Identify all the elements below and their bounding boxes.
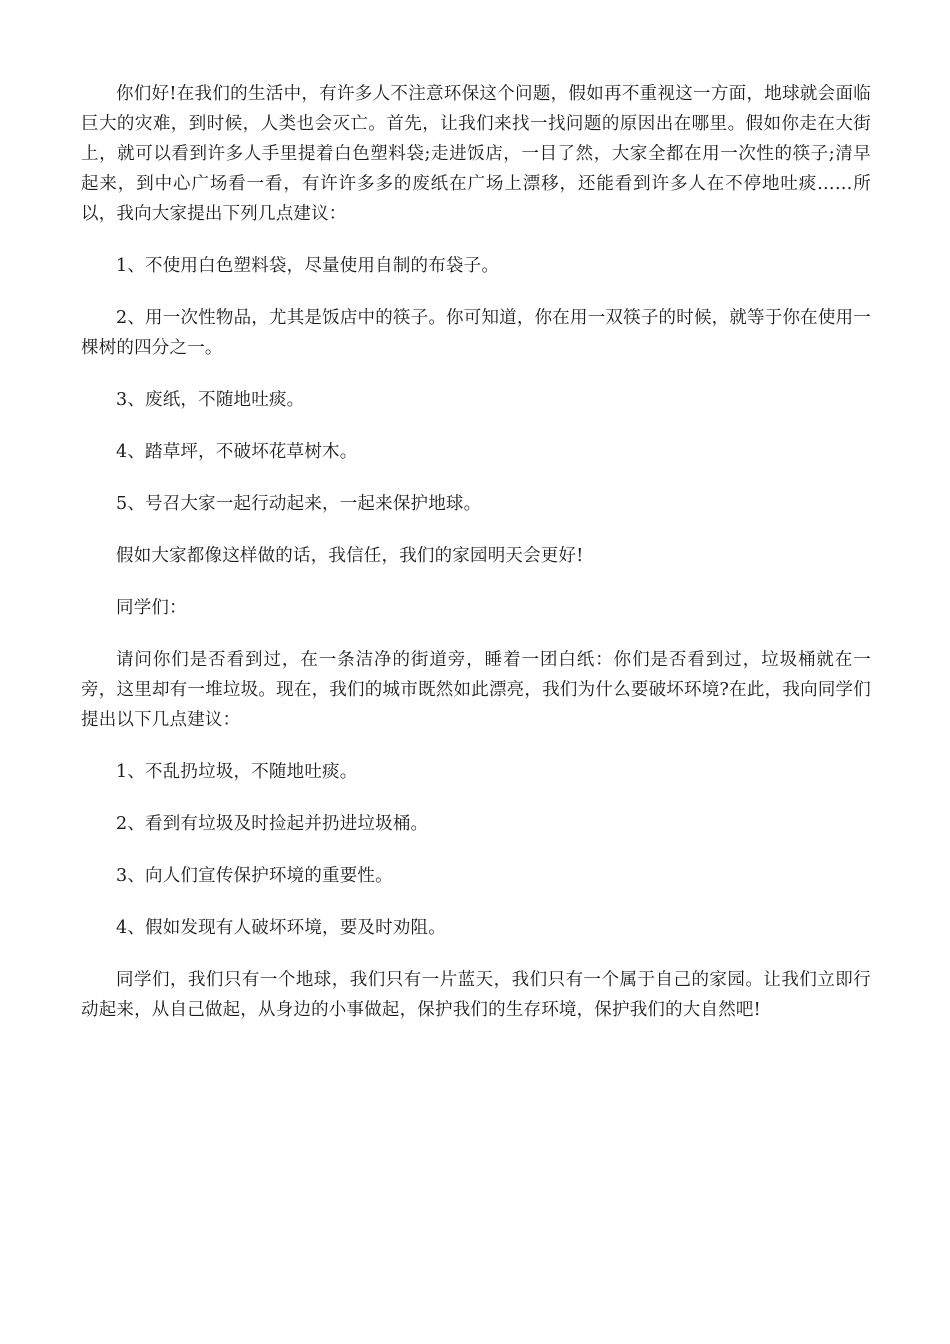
list-item: 2、用一次性物品，尤其是饭店中的筷子。你可知道，你在用一双筷子的时候，就等于你在使用一棵树的四分之一。 [81, 308, 871, 358]
paragraph-body: 请问你们是否看到过，在一条洁净的街道旁，睡着一团白纸：你们是否看到过，垃圾桶就在一旁，这里却有一堆垃圾。现在，我们的城市既然如此漂亮，我们为什么要破坏环境?在此，我向同学们提出以下几点建议： [81, 650, 871, 730]
list-item: 1、不使用白色塑料袋，尽量使用自制的布袋子。 [116, 256, 500, 276]
salutation: 同学们： [116, 598, 187, 618]
list-item: 3、废纸，不随地吐痰。 [116, 390, 305, 410]
list-item: 4、踏草坪，不破坏花草树木。 [116, 442, 358, 462]
document-body [81, 79, 871, 1047]
paragraph-conclusion: 假如大家都像这样做的话，我信任，我们的家园明天会更好! [116, 546, 584, 566]
paragraph-closing: 同学们，我们只有一个地球，我们只有一片蓝天，我们只有一个属于自己的家园。让我们立即行动起来，从自己做起，从身边的小事做起，保护我们的生存环境，保护我们的大自然吧! [81, 970, 871, 1020]
list-item: 1、不乱扔垃圾，不随地吐痰。 [116, 762, 358, 782]
list-item: 4、假如发现有人破坏环境，要及时劝阻。 [116, 918, 446, 938]
list-item: 3、向人们宣传保护环境的重要性。 [116, 866, 393, 886]
list-item: 2、看到有垃圾及时捡起并扔进垃圾桶。 [116, 814, 429, 834]
list-item: 5、号召大家一起行动起来，一起来保护地球。 [116, 494, 482, 514]
paragraph-intro: 你们好!在我们的生活中，有许多人不注意环保这个问题，假如再不重视这一方面，地球就会面临巨大的灾难，到时候，人类也会灭亡。首先，让我们来找一找问题的原因出在哪里。假如你走在大街上，就可以看到许多人手里提着白色塑料袋;走进饭店，一目了然，大家全都在用一次性的筷子;清早起来，到中心广场看一看，有许许多多的废纸在广场上漂移，还能看到许多人在不停地吐痰……所以，我向大家提出下列几点建议： [81, 84, 871, 224]
